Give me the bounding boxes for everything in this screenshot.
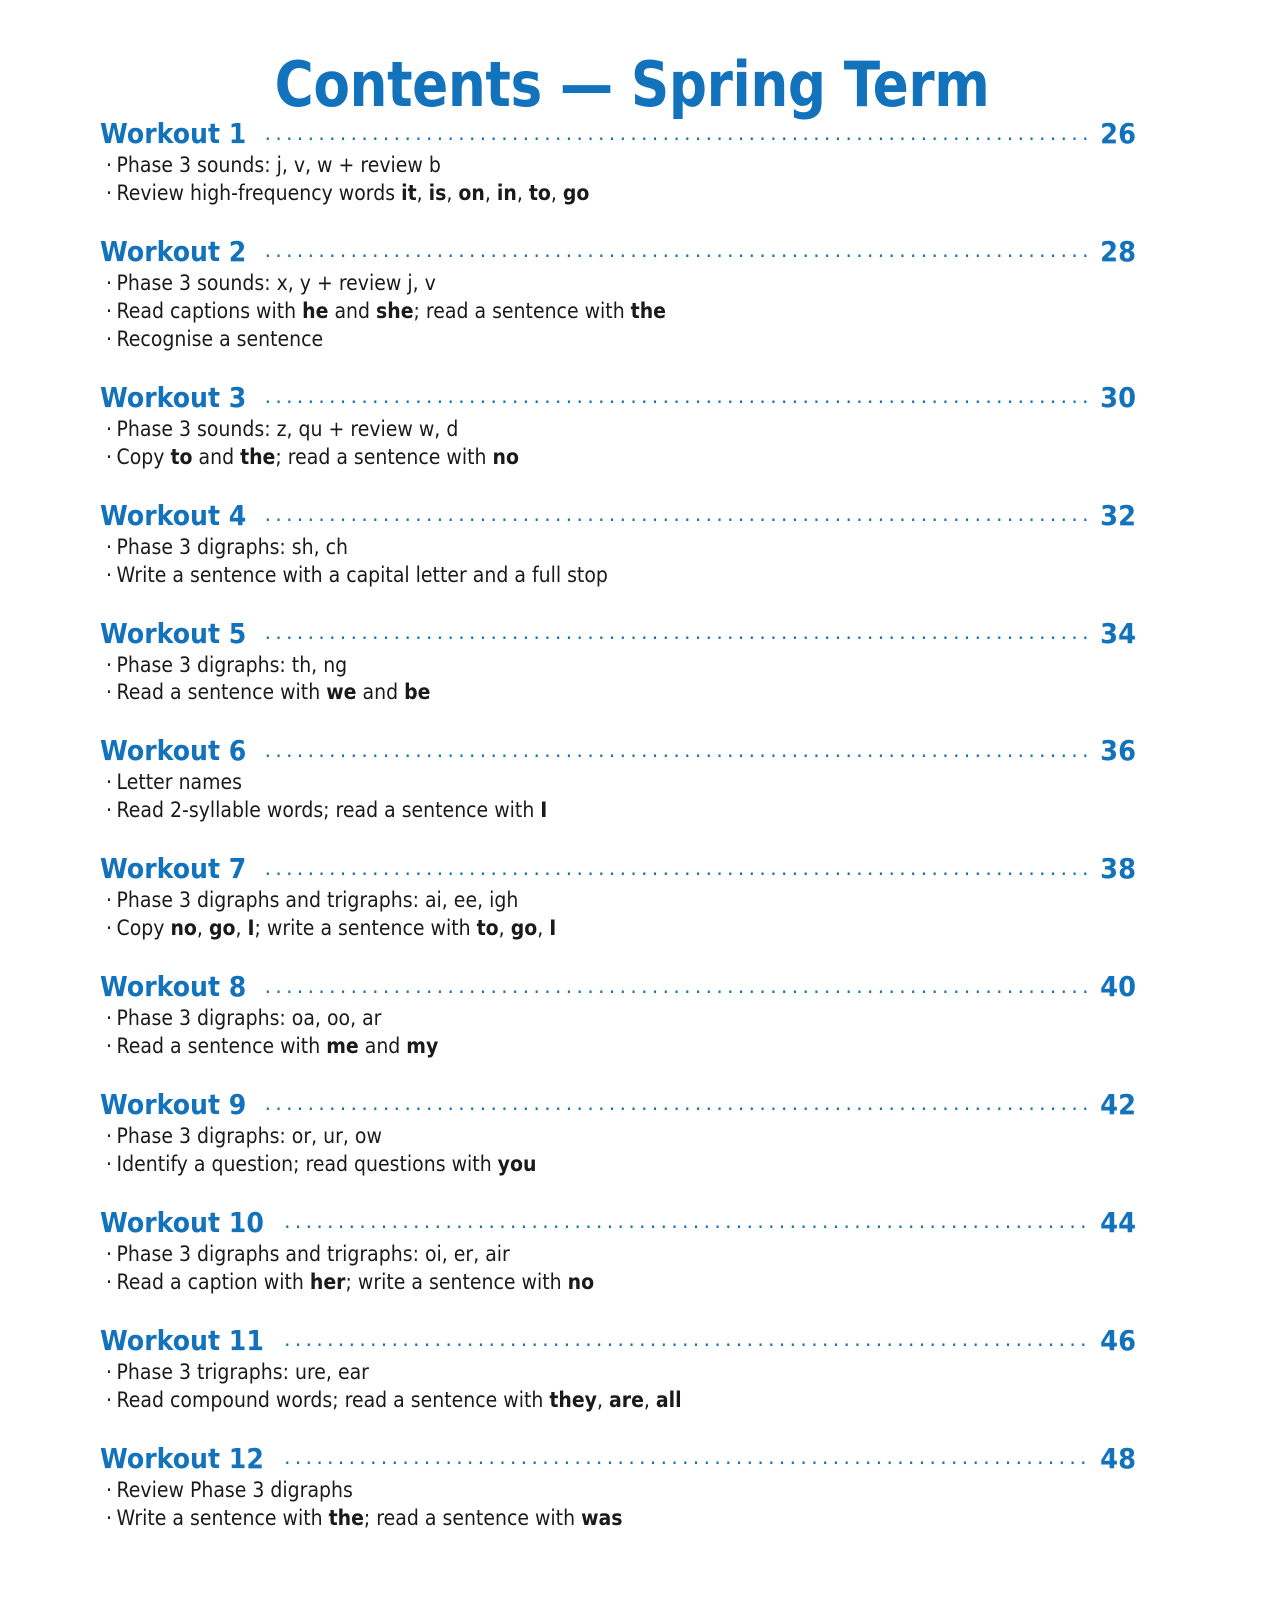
dot-leader (265, 245, 1087, 261)
bullet-text: and (328, 298, 377, 323)
bullet-text: , (643, 1387, 656, 1412)
bullet-text: , (416, 181, 429, 206)
bullet-text: Phase 3 digraphs: th, ng (116, 652, 348, 677)
bullet-dot-icon: · (106, 1241, 113, 1266)
dot-leader (265, 627, 1087, 643)
bold-keyword: the (630, 298, 666, 323)
bold-keyword: my (406, 1034, 439, 1059)
toc-bullet-item (106, 444, 1033, 472)
bold-keyword: is (428, 181, 447, 206)
bullet-text: ; read a sentence with (275, 444, 493, 469)
bullet-dot-icon: · (106, 1387, 113, 1412)
bullet-text: , (596, 1387, 610, 1412)
toc-entry-page-number: 38 (1100, 852, 1136, 886)
toc-entry-title: Workout 3 (100, 380, 247, 414)
toc-entry-page-number: 30 (1100, 380, 1136, 414)
toc-entry[interactable] (100, 734, 1136, 825)
toc-entry[interactable] (100, 1442, 1136, 1533)
toc-entry-bullets (100, 416, 1136, 472)
bold-keyword: I (549, 916, 557, 941)
bold-keyword: all (655, 1387, 682, 1412)
dot-leader (265, 391, 1087, 407)
toc-entry-head[interactable] (100, 1088, 1136, 1121)
bold-keyword: they (549, 1387, 597, 1412)
bullet-dot-icon: · (106, 1269, 113, 1294)
toc-entry-head[interactable] (100, 970, 1136, 1003)
bullet-dot-icon: · (106, 1006, 113, 1031)
bullet-dot-icon: · (106, 534, 113, 559)
bold-keyword: was (581, 1505, 623, 1530)
bold-keyword: no (492, 444, 519, 469)
bullet-text: Phase 3 digraphs: sh, ch (116, 534, 349, 559)
toc-entry-page-number: 26 (1100, 117, 1136, 151)
bullet-text: Phase 3 digraphs: oa, oo, ar (116, 1006, 382, 1031)
toc-entry[interactable] (100, 1088, 1136, 1179)
bullet-text: Copy (116, 444, 171, 469)
toc-entry-title: Workout 6 (100, 734, 247, 768)
page-title: Contents — Spring Term (274, 48, 990, 121)
toc-entry-title: Workout 7 (100, 852, 247, 886)
bold-keyword: we (326, 680, 357, 705)
toc-entry[interactable] (100, 970, 1136, 1061)
toc-entry-head[interactable] (100, 852, 1136, 885)
dot-leader (265, 744, 1087, 760)
bullet-text: Letter names (116, 770, 243, 795)
dot-leader (265, 509, 1087, 525)
toc-entry-head[interactable] (100, 381, 1136, 414)
bullet-text: Copy (116, 916, 171, 941)
bullet-text: , (516, 181, 529, 206)
toc-entry-bullets (100, 270, 1136, 354)
bold-keyword: the (328, 1505, 364, 1530)
bullet-dot-icon: · (106, 1477, 113, 1502)
toc-entry-title: Workout 8 (100, 970, 247, 1004)
bullet-text: ; write a sentence with (345, 1269, 568, 1294)
bold-keyword: the (240, 444, 276, 469)
toc-bullet-item (106, 416, 1033, 444)
toc-bullet-item (106, 1241, 1033, 1269)
toc-entry[interactable] (100, 617, 1136, 708)
toc-entry-page-number: 32 (1100, 498, 1136, 532)
bullet-dot-icon: · (106, 652, 113, 677)
toc-entry-page-number: 42 (1100, 1088, 1136, 1122)
toc-entry-head[interactable] (100, 235, 1136, 268)
toc-entry-head[interactable] (100, 499, 1136, 532)
toc-entry[interactable] (100, 235, 1136, 354)
bold-keyword: are (609, 1387, 644, 1412)
toc-entry[interactable] (100, 499, 1136, 590)
toc-entry-title: Workout 10 (100, 1205, 264, 1239)
toc-bullet-item (106, 769, 1033, 797)
toc-entry-bullets (100, 1241, 1136, 1297)
toc-entry-page-number: 46 (1100, 1323, 1136, 1357)
toc-bullet-item (106, 562, 1033, 590)
bold-keyword: it (401, 181, 417, 206)
dot-leader (265, 980, 1087, 996)
toc-entry[interactable] (100, 117, 1136, 208)
bold-keyword: her (309, 1269, 346, 1294)
bold-keyword: no (170, 916, 197, 941)
bullet-text: , (498, 916, 511, 941)
bullet-dot-icon: · (106, 298, 113, 323)
bullet-text: Read captions with (116, 298, 303, 323)
toc-entry-bullets (100, 1477, 1136, 1533)
bullet-text: Read a sentence with (116, 1034, 327, 1059)
toc-bullet-item (106, 1123, 1033, 1151)
bullet-dot-icon: · (106, 1505, 113, 1530)
toc-bullet-item (106, 1477, 1033, 1505)
toc-bullet-item (106, 1151, 1033, 1179)
bullet-text: and (356, 680, 405, 705)
bold-keyword: be (404, 680, 431, 705)
table-of-contents (0, 117, 1264, 1532)
toc-entry-bullets (100, 534, 1136, 590)
bullet-text: Phase 3 digraphs and trigraphs: ai, ee, igh (116, 888, 519, 913)
bullet-text: , (537, 916, 550, 941)
bullet-text: Review Phase 3 digraphs (116, 1477, 353, 1502)
dot-leader (284, 1216, 1087, 1232)
bullet-text: Identify a question; read questions with (116, 1151, 498, 1176)
toc-bullet-item (106, 652, 1033, 680)
toc-entry-bullets (100, 887, 1136, 943)
bullet-dot-icon: · (106, 1124, 113, 1149)
bold-keyword: to (170, 444, 193, 469)
bullet-dot-icon: · (106, 1359, 113, 1384)
bullet-dot-icon: · (106, 326, 113, 351)
toc-entry-head[interactable] (100, 1442, 1136, 1475)
toc-bullet-item (106, 1005, 1033, 1033)
bullet-text: Phase 3 sounds: z, qu + review w, d (116, 416, 459, 441)
toc-entry-page-number: 44 (1100, 1205, 1136, 1239)
bold-keyword: to (528, 181, 551, 206)
toc-entry[interactable] (100, 381, 1136, 472)
toc-entry-title: Workout 4 (100, 498, 247, 532)
toc-entry-bullets (100, 1359, 1136, 1415)
toc-bullet-item (106, 180, 1033, 208)
bold-keyword: you (497, 1151, 537, 1176)
bullet-dot-icon: · (106, 562, 113, 587)
toc-entry-title: Workout 9 (100, 1088, 247, 1122)
bold-keyword: go (208, 916, 236, 941)
dot-leader (284, 1452, 1087, 1468)
toc-entry-title: Workout 1 (100, 117, 247, 151)
toc-entry-head[interactable] (100, 1206, 1136, 1239)
toc-entry-title: Workout 11 (100, 1323, 264, 1357)
toc-bullet-item (106, 1387, 1033, 1415)
toc-bullet-item (106, 326, 1033, 354)
bold-keyword: go (562, 181, 590, 206)
toc-bullet-item (106, 152, 1033, 180)
bold-keyword: go (510, 916, 538, 941)
toc-bullet-item (106, 270, 1033, 298)
toc-entry-title: Workout 5 (100, 616, 247, 650)
bullet-text: ; read a sentence with (363, 1505, 582, 1530)
bullet-text: , (484, 181, 497, 206)
bold-keyword: I (247, 916, 255, 941)
toc-bullet-item (106, 534, 1033, 562)
bullet-text: Review high-frequency words (116, 181, 402, 206)
bullet-text: and (192, 444, 241, 469)
toc-entry[interactable] (100, 852, 1136, 943)
toc-bullet-item (106, 298, 1033, 326)
dot-leader (265, 862, 1087, 878)
bold-keyword: he (302, 298, 329, 323)
bullet-text: Read 2-syllable words; read a sentence with (116, 798, 541, 823)
bullet-dot-icon: · (106, 181, 113, 206)
toc-entry-bullets (100, 152, 1136, 208)
toc-bullet-item (106, 679, 1033, 707)
toc-entry-title: Workout 2 (100, 234, 247, 268)
bullet-text: Phase 3 sounds: x, y + review j, v (116, 271, 436, 295)
bullet-dot-icon: · (106, 416, 113, 441)
bullet-text: ; read a sentence with (413, 298, 631, 323)
bullet-text: Phase 3 sounds: j, v, w + review b (116, 153, 441, 178)
toc-entry-bullets (100, 652, 1136, 708)
toc-entry-head[interactable] (100, 617, 1136, 650)
bullet-text: ; write a sentence with (254, 916, 477, 941)
bullet-text: , (446, 181, 459, 206)
bullet-dot-icon: · (106, 916, 113, 941)
toc-entry-bullets (100, 769, 1136, 825)
toc-bullet-item (106, 1359, 1033, 1387)
toc-bullet-item (106, 1269, 1033, 1297)
bullet-text: Read a caption with (116, 1269, 310, 1294)
toc-bullet-item (106, 797, 1033, 825)
toc-entry-head[interactable] (100, 117, 1136, 150)
bold-keyword: I (540, 798, 548, 823)
bullet-dot-icon: · (106, 888, 113, 913)
bold-keyword: she (376, 298, 414, 323)
toc-entry-page-number: 36 (1100, 734, 1136, 768)
dot-leader (265, 127, 1087, 143)
bullet-text: and (358, 1034, 407, 1059)
bullet-dot-icon: · (106, 153, 113, 178)
bullet-text: , (550, 181, 563, 206)
bullet-text: Recognise a sentence (116, 326, 324, 351)
bullet-text: , (235, 916, 248, 941)
bullet-text: Phase 3 digraphs and trigraphs: oi, er, air (116, 1241, 510, 1266)
toc-entry-page-number: 28 (1100, 234, 1136, 268)
toc-entry[interactable] (100, 1206, 1136, 1297)
bold-keyword: to (476, 916, 499, 941)
toc-entry[interactable] (100, 1324, 1136, 1415)
bullet-text: Write a sentence with a capital letter and a full stop (116, 562, 608, 587)
bullet-text: Write a sentence with (116, 1505, 329, 1530)
bullet-text: Phase 3 trigraphs: ure, ear (116, 1359, 369, 1384)
bullet-dot-icon: · (106, 798, 113, 823)
bullet-dot-icon: · (106, 444, 113, 469)
dot-leader (284, 1334, 1087, 1350)
toc-entry-page-number: 48 (1100, 1441, 1136, 1475)
toc-entry-title: Workout 12 (100, 1441, 264, 1475)
toc-entry-page-number: 40 (1100, 970, 1136, 1004)
bold-keyword: in (496, 181, 517, 206)
dot-leader (265, 1098, 1087, 1114)
toc-bullet-item (106, 915, 1033, 943)
toc-entry-bullets (100, 1005, 1136, 1061)
bold-keyword: on (458, 181, 485, 206)
bold-keyword: me (326, 1034, 359, 1059)
bullet-dot-icon: · (106, 770, 113, 795)
toc-entry-head[interactable] (100, 734, 1136, 767)
toc-entry-bullets (100, 1123, 1136, 1179)
toc-bullet-item (106, 887, 1033, 915)
toc-entry-head[interactable] (100, 1324, 1136, 1357)
bullet-text: , (196, 916, 209, 941)
toc-entry-page-number: 34 (1100, 616, 1136, 650)
bullet-dot-icon: · (106, 271, 113, 295)
bullet-text: Read a sentence with (116, 680, 327, 705)
bullet-dot-icon: · (106, 680, 113, 705)
toc-bullet-item (106, 1505, 1033, 1533)
bullet-dot-icon: · (106, 1034, 113, 1059)
toc-bullet-item (106, 1033, 1033, 1061)
bold-keyword: no (567, 1269, 595, 1294)
bullet-text: Phase 3 digraphs: or, ur, ow (116, 1124, 382, 1149)
bullet-text: Read compound words; read a sentence with (116, 1387, 550, 1412)
bullet-dot-icon: · (106, 1151, 113, 1176)
